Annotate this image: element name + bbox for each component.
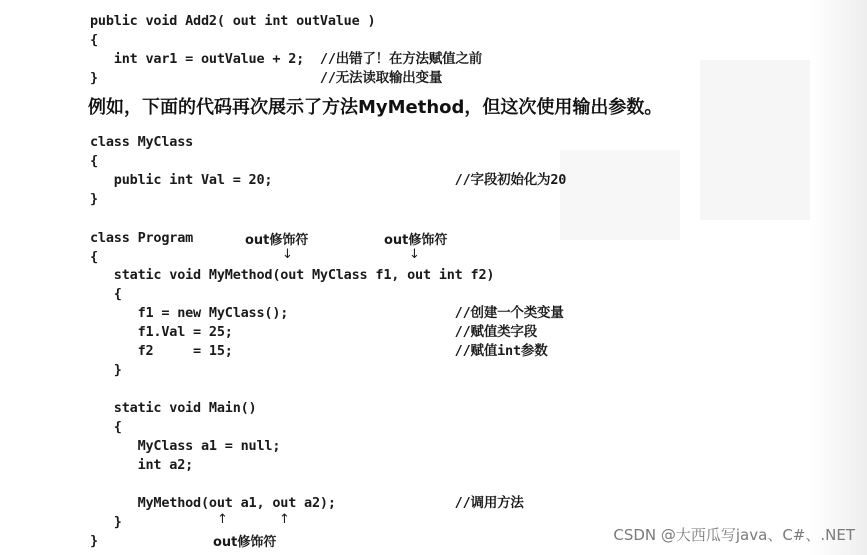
arrow-up-icon: ↑ [279,512,290,527]
out-modifier-label: out修饰符 [384,233,448,248]
code-line: MyMethod(out a1, out a2); //调用方法 [90,495,524,511]
code-line: f1 = new MyClass(); //创建一个类变量 [90,305,564,321]
code-line: class Program [90,230,194,246]
code-line: } [90,514,122,530]
code-line: } //无法读取输出变量 [90,70,443,86]
out-modifier-label: out修饰符 [213,535,277,550]
code-line: } [90,533,98,549]
bleed-through-shade [810,0,867,555]
code-line: public int Val = 20; //字段初始化为20 [90,172,567,188]
code-line: { [90,32,98,48]
code-line: { [90,153,98,169]
body-paragraph: 例如，下面的代码再次展示了方法MyMethod，但这次使用输出参数。 [88,97,663,118]
csdn-watermark: CSDN @大西瓜写java、C#、.NET [613,526,855,544]
code-line: static void MyMethod(out MyClass f1, out int f2) [90,267,495,283]
bleed-through-shade [560,150,680,240]
arrow-up-icon: ↑ [217,512,228,527]
code-line: { [90,419,122,435]
arrow-down-icon: ↓ [282,247,293,262]
code-line: static void Main() [90,400,257,416]
out-modifier-label: out修饰符 [245,233,309,248]
code-line: public void Add2( out int outValue ) [90,13,376,29]
code-line: { [90,286,122,302]
code-line: MyClass a1 = null; [90,438,281,454]
code-line: f1.Val = 25; //赋值类字段 [90,324,538,340]
code-line: int a2; [90,457,194,473]
code-line: { [90,249,98,265]
code-line: f2 = 15; //赋值int参数 [90,343,548,359]
bleed-through-shade [700,60,810,220]
code-line: } [90,362,122,378]
arrow-down-icon: ↓ [409,247,420,262]
code-line: } [90,191,98,207]
code-line: int var1 = outValue + 2; //出错了！在方法赋值之前 [90,51,483,67]
code-line: class MyClass [90,134,194,150]
